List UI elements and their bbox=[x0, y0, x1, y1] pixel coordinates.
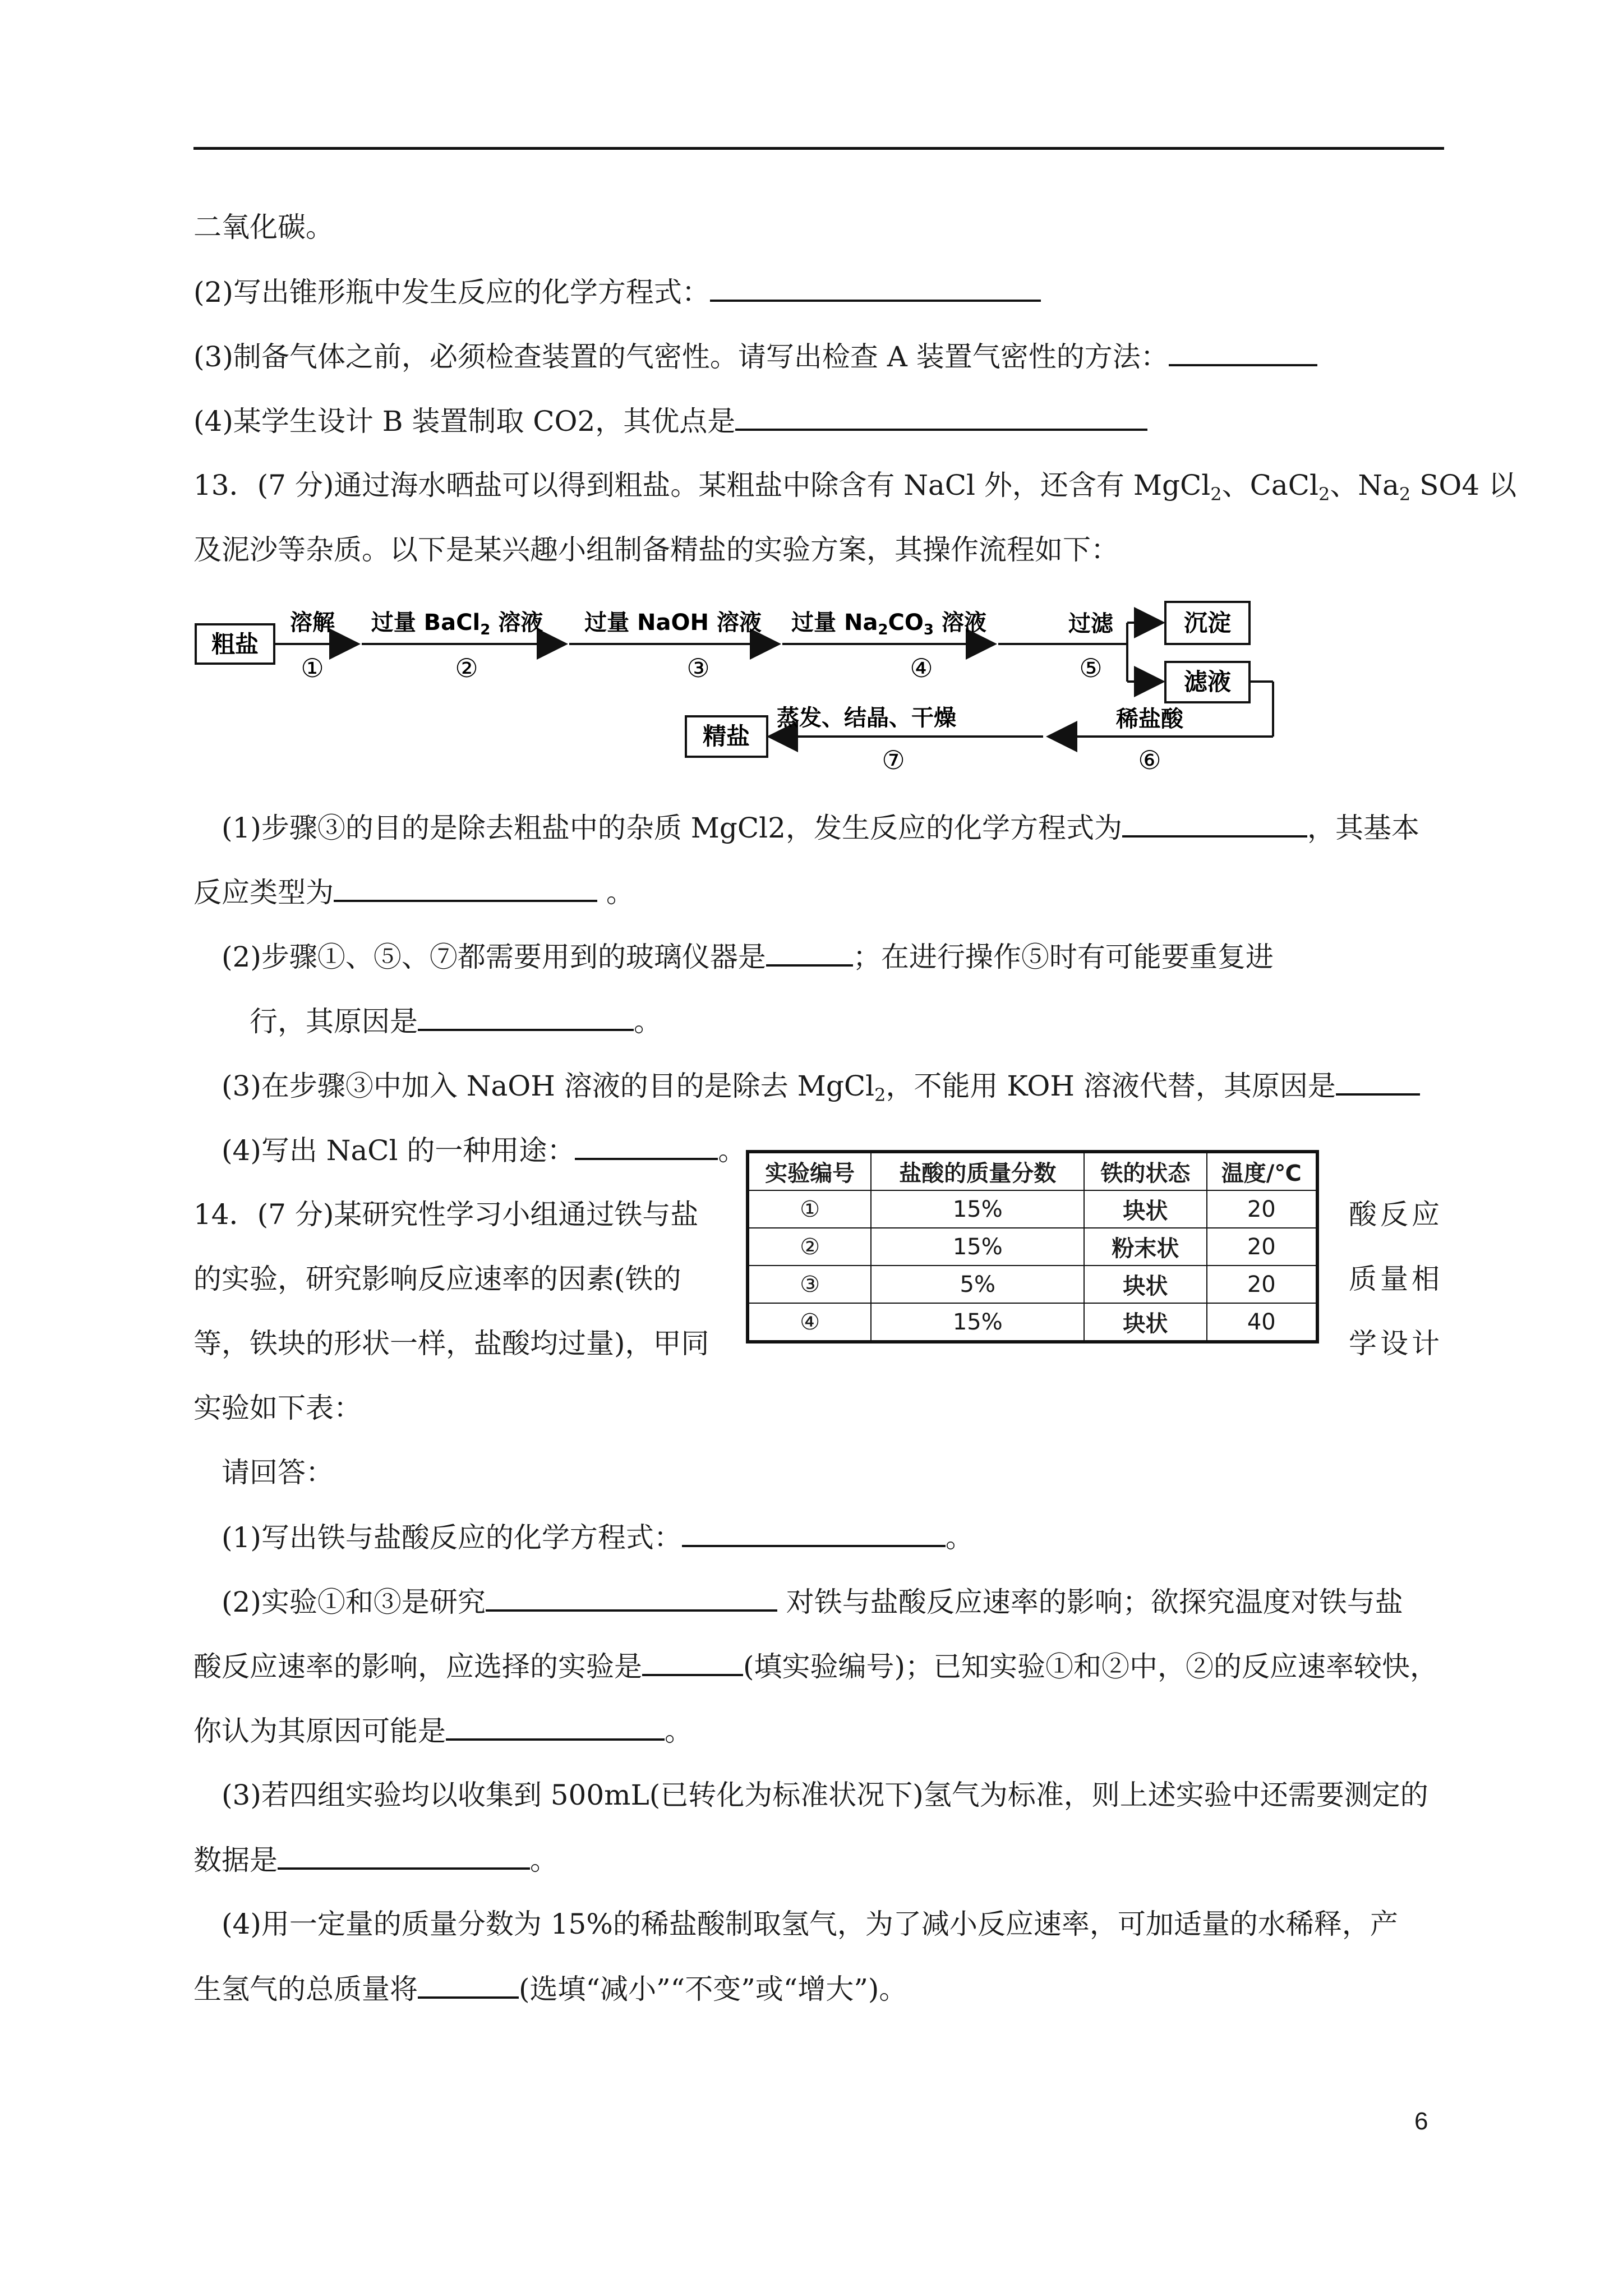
table-cell: 20 bbox=[1207, 1228, 1316, 1266]
table-row bbox=[749, 1228, 1316, 1266]
question-14-stem-right: 酸反应 bbox=[1349, 1198, 1443, 1231]
table-cell: 15% bbox=[871, 1228, 1084, 1266]
step-1-number: ① bbox=[301, 653, 324, 683]
step-7-number: ⑦ bbox=[882, 745, 905, 775]
question-13-2: (2)步骤①、⑤、⑦都需要用到的玻璃仪器是 ；在进行操作⑤时有可能要重复进 bbox=[222, 941, 1274, 973]
question-13-1: (1)步骤③的目的是除去粗盐中的杂质 MgCl2，发生反应的化学方程式为 ，其基本 bbox=[222, 812, 1419, 844]
table-cell: ② bbox=[749, 1228, 871, 1266]
question-12-4: (4)某学生设计 B 装置制取 CO2，其优点是 bbox=[193, 404, 1147, 438]
step-1-label: 溶解 bbox=[290, 610, 335, 636]
filtrate-label: 滤液 bbox=[1183, 668, 1232, 696]
question-14-3-cont: 数据是 。 bbox=[193, 1844, 558, 1876]
answer-blank[interactable] bbox=[642, 1649, 743, 1676]
question-14-stem-right-2: 质量相 bbox=[1349, 1263, 1443, 1295]
process-flow-diagram bbox=[193, 597, 1293, 783]
answer-blank[interactable] bbox=[682, 1520, 946, 1547]
question-13-2-cont: 行，其原因是 。 bbox=[250, 1005, 662, 1038]
question-14-1: (1)写出铁与盐酸反应的化学方程式： 。 bbox=[222, 1521, 974, 1554]
table-row bbox=[749, 1266, 1316, 1303]
table-cell: ① bbox=[749, 1190, 871, 1228]
step-4-label: 过量 $Na_2CO_3$ 溶液 bbox=[791, 610, 986, 638]
question-13-1-cont: 反应类型为 。 bbox=[193, 876, 634, 909]
table-header-cell: 盐酸的质量分数 bbox=[871, 1153, 1084, 1190]
answer-blank[interactable] bbox=[710, 275, 1041, 302]
header-rule bbox=[193, 147, 1444, 150]
question-14-2-cont-2: 你认为其原因可能是 。 bbox=[193, 1715, 693, 1747]
table-header-row bbox=[749, 1153, 1316, 1190]
answer-blank[interactable] bbox=[334, 875, 597, 902]
question-14-2: (2)实验①和③是研究 对铁与盐酸反应速率的影响；欲探究温度对铁与盐 bbox=[222, 1586, 1403, 1618]
question-13-stem: 13．(7 分)通过海水晒盐可以得到粗盐。某粗盐中除含有 NaCl 外，还含有 MgCl$_2$、CaCl$_2$、$Na_2$ SO4 以 bbox=[193, 469, 1517, 505]
crude-salt-label: 粗盐 bbox=[211, 631, 259, 658]
step-6-label: 稀盐酸 bbox=[1116, 706, 1183, 732]
table-cell: 40 bbox=[1207, 1303, 1316, 1341]
table-cell: 20 bbox=[1207, 1266, 1316, 1303]
table-cell: 块状 bbox=[1084, 1266, 1206, 1303]
question-13-4: (4)写出 NaCl 的一种用途： 。 bbox=[222, 1134, 746, 1167]
table-cell: 15% bbox=[871, 1303, 1084, 1341]
step-3-label: 过量 NaOH 溶液 bbox=[584, 610, 762, 636]
refined-salt-label: 精盐 bbox=[702, 723, 750, 750]
step-6-number: ⑥ bbox=[1138, 745, 1161, 775]
question-14-stem-4: 实验如下表： bbox=[193, 1392, 362, 1424]
question-14-stem-right-3: 学设计 bbox=[1349, 1327, 1443, 1360]
step-5-number: ⑤ bbox=[1079, 653, 1103, 683]
table-header-cell: 实验编号 bbox=[749, 1153, 871, 1190]
question-12-3: (3)制备气体之前，必须检查装置的气密性。请写出检查 A 装置气密性的方法： bbox=[193, 339, 1317, 374]
answer-blank[interactable] bbox=[766, 940, 853, 967]
question-13-3: (3)在步骤③中加入 NaOH 溶液的目的是除去 MgCl$_2$，不能用 KOH 溶液代替，其原因是 bbox=[222, 1069, 1420, 1103]
question-13-stem-2: 及泥沙等杂质。以下是某兴趣小组制备精盐的实验方案，其操作流程如下： bbox=[193, 533, 1119, 566]
question-14-4-cont: 生氢气的总质量将 (选填“减小”“不变”或“增大”)。 bbox=[193, 1973, 907, 2005]
page-number: 6 bbox=[1414, 2108, 1428, 2135]
answer-blank[interactable] bbox=[486, 1585, 777, 1612]
answer-blank[interactable] bbox=[735, 404, 1147, 431]
step-2-label: 过量 BaCl$_2$ 溶液 bbox=[371, 610, 543, 638]
experiment-table bbox=[746, 1150, 1319, 1343]
table-cell: 块状 bbox=[1084, 1303, 1206, 1341]
question-14-stem-left-2: 的实验，研究影响反应速率的因素(铁的 bbox=[193, 1263, 681, 1295]
answer-blank[interactable] bbox=[446, 1714, 665, 1741]
step-3-number: ③ bbox=[686, 653, 710, 683]
answer-blank[interactable] bbox=[1169, 339, 1317, 366]
answer-blank[interactable] bbox=[575, 1133, 718, 1160]
step-2-number: ② bbox=[455, 653, 478, 683]
answer-blank[interactable] bbox=[418, 1972, 519, 1999]
table-cell: 20 bbox=[1207, 1190, 1316, 1228]
question-14-stem-left-3: 等，铁块的形状一样，盐酸均过量)，甲同 bbox=[193, 1327, 709, 1360]
table-row bbox=[749, 1303, 1316, 1341]
table-cell: ③ bbox=[749, 1266, 871, 1303]
table-cell: ④ bbox=[749, 1303, 871, 1341]
answer-blank[interactable] bbox=[1122, 811, 1307, 838]
table-cell: 粉末状 bbox=[1084, 1228, 1206, 1266]
table-row bbox=[749, 1190, 1316, 1228]
step-7-label: 蒸发、结晶、干燥 bbox=[777, 705, 956, 731]
question-14-3: (3)若四组实验均以收集到 500mL(已转化为标准状况下)氢气为标准，则上述实验中还需要测定的 bbox=[222, 1779, 1428, 1811]
table-header-cell: 温度/℃ bbox=[1207, 1153, 1316, 1190]
table-header-cell: 铁的状态 bbox=[1084, 1153, 1206, 1190]
step-4-number: ④ bbox=[910, 653, 933, 683]
answer-blank[interactable] bbox=[1336, 1069, 1420, 1096]
answer-blank[interactable] bbox=[278, 1843, 530, 1870]
please-answer: 请回答： bbox=[222, 1456, 334, 1489]
question-14-stem-left: 14．(7 分)某研究性学习小组通过铁与盐 bbox=[193, 1198, 699, 1231]
table-cell: 块状 bbox=[1084, 1190, 1206, 1228]
text-line: 二氧化碳。 bbox=[193, 211, 334, 243]
table-cell: 15% bbox=[871, 1190, 1084, 1228]
question-14-4: (4)用一定量的质量分数为 15%的稀盐酸制取氢气，为了减小反应速率，可加适量的水稀释，产 bbox=[222, 1908, 1398, 1940]
step-5-label: 过滤 bbox=[1068, 611, 1113, 637]
answer-blank[interactable] bbox=[418, 1004, 634, 1031]
question-14-2-cont: 酸反应速率的影响，应选择的实验是 (填实验编号)；已知实验①和②中，②的反应速率较快， bbox=[193, 1650, 1438, 1683]
precipitate-label: 沉淀 bbox=[1183, 609, 1232, 637]
table-cell: 5% bbox=[871, 1266, 1084, 1303]
question-12-2: (2)写出锥形瓶中发生反应的化学方程式： bbox=[193, 275, 1041, 309]
